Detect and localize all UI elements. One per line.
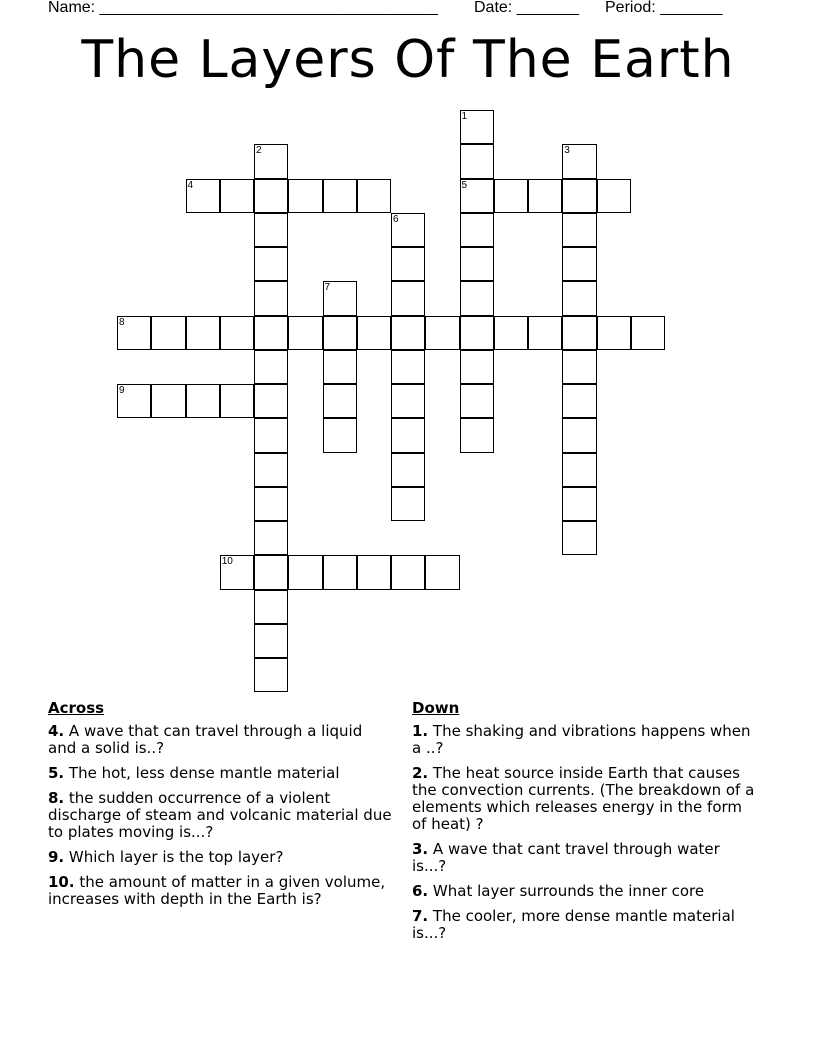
crossword-cell[interactable] <box>562 281 596 315</box>
crossword-cell[interactable] <box>391 213 425 247</box>
crossword-cell[interactable] <box>562 213 596 247</box>
clue-number: 1 <box>461 111 468 122</box>
crossword-cell[interactable] <box>254 658 288 692</box>
across-clues <box>48 700 393 916</box>
across-clue: 5. The hot, less dense mantle material <box>48 764 340 782</box>
crossword-cell[interactable] <box>254 487 288 521</box>
crossword-cell[interactable] <box>597 179 631 213</box>
crossword-cell[interactable] <box>460 350 494 384</box>
crossword-cell[interactable] <box>323 350 357 384</box>
clue-number: 3 <box>564 145 570 157</box>
crossword-cell[interactable] <box>323 179 357 213</box>
crossword-cell[interactable] <box>494 316 528 350</box>
down-clue: 2. The heat source inside Earth that causes the convection currents. (The breakdown of a elements which releases energy in the form of heat) ? <box>412 764 755 833</box>
crossword-cell[interactable] <box>562 179 596 213</box>
clue-number: 2 <box>256 145 262 157</box>
crossword-cell[interactable] <box>323 316 357 350</box>
crossword-cell[interactable] <box>562 247 596 281</box>
crossword-cell[interactable] <box>562 144 596 178</box>
down-clue: 7. The cooler, more dense mantle material is...? <box>412 907 735 942</box>
crossword-cell[interactable] <box>323 281 357 315</box>
crossword-cell[interactable] <box>562 453 596 487</box>
page-title: The Layers Of The Earth <box>81 30 735 90</box>
crossword-cell[interactable] <box>254 624 288 658</box>
crossword-cell[interactable] <box>460 179 494 213</box>
crossword-cell[interactable] <box>151 316 185 350</box>
crossword-cell[interactable] <box>254 384 288 418</box>
crossword-cell[interactable] <box>254 316 288 350</box>
crossword-cell[interactable] <box>254 418 288 452</box>
crossword-cell[interactable] <box>528 316 562 350</box>
crossword-cell[interactable] <box>391 418 425 452</box>
crossword-cell[interactable] <box>254 247 288 281</box>
down-clue: 6. What layer surrounds the inner core <box>412 882 705 900</box>
crossword-cell[interactable] <box>460 384 494 418</box>
crossword-cell[interactable] <box>357 179 391 213</box>
crossword-cell[interactable] <box>357 316 391 350</box>
crossword-cell[interactable] <box>254 281 288 315</box>
crossword-cell[interactable] <box>391 453 425 487</box>
crossword-cell[interactable] <box>562 316 596 350</box>
crossword-cell[interactable] <box>117 316 151 350</box>
across-clue: 10. the amount of matter in a given volume, increases with depth in the Earth is? <box>48 873 386 908</box>
crossword-cell[interactable] <box>323 555 357 589</box>
across-heading: Across <box>48 699 105 717</box>
crossword-cell[interactable] <box>562 350 596 384</box>
period-field[interactable]: Period: _______ <box>605 0 723 16</box>
down-clue: 3. A wave that cant travel through water is...? <box>412 840 720 875</box>
crossword-cell[interactable] <box>254 144 288 178</box>
crossword-cell[interactable] <box>391 555 425 589</box>
clue-number: 9 <box>119 385 125 396</box>
crossword-cell[interactable] <box>562 521 596 555</box>
crossword-cell[interactable] <box>562 384 596 418</box>
clue-number: 6 <box>393 213 399 225</box>
crossword-cell[interactable] <box>597 316 631 350</box>
crossword-cell[interactable] <box>288 316 322 350</box>
crossword-cell[interactable] <box>631 316 665 350</box>
crossword-cell[interactable] <box>460 316 494 350</box>
date-field[interactable]: Date: _______ <box>474 0 579 16</box>
crossword-cell[interactable] <box>254 213 288 247</box>
crossword-cell[interactable] <box>186 316 220 350</box>
crossword-cell[interactable] <box>254 453 288 487</box>
crossword-cell[interactable] <box>460 247 494 281</box>
crossword-cell[interactable] <box>323 418 357 452</box>
clue-number: 4 <box>187 179 194 191</box>
crossword-cell[interactable] <box>288 179 322 213</box>
crossword-cell[interactable] <box>220 179 254 213</box>
crossword-cell[interactable] <box>425 316 459 350</box>
down-clues <box>412 700 757 950</box>
crossword-cell[interactable] <box>220 316 254 350</box>
crossword-cell[interactable] <box>254 590 288 624</box>
crossword-cell[interactable] <box>117 384 151 418</box>
crossword-cell[interactable] <box>391 316 425 350</box>
crossword-cell[interactable] <box>391 247 425 281</box>
crossword-cell[interactable] <box>562 487 596 521</box>
crossword-cell[interactable] <box>425 555 459 589</box>
clue-number: 5 <box>461 179 468 191</box>
across-clue: 8. the sudden occurrence of a violent discharge of steam and volcanic material due to plates moving is...? <box>48 789 392 841</box>
crossword-cell[interactable] <box>460 144 494 178</box>
crossword-cell[interactable] <box>254 521 288 555</box>
crossword-cell[interactable] <box>391 281 425 315</box>
clue-number: 7 <box>324 282 331 294</box>
down-heading: Down <box>412 699 460 717</box>
crossword-cell[interactable] <box>391 384 425 418</box>
down-clue: 1. The shaking and vibrations happens when a ..? <box>412 722 751 757</box>
name-field[interactable]: Name: ______________________________________ <box>48 0 438 16</box>
crossword-cell[interactable] <box>254 555 288 589</box>
crossword-cell[interactable] <box>288 555 322 589</box>
crossword-cell[interactable] <box>494 179 528 213</box>
crossword-cell[interactable] <box>254 350 288 384</box>
crossword-cell[interactable] <box>562 418 596 452</box>
crossword-cell[interactable] <box>323 384 357 418</box>
crossword-cell[interactable] <box>357 555 391 589</box>
crossword-cell[interactable] <box>151 384 185 418</box>
crossword-cell[interactable] <box>460 281 494 315</box>
crossword-cell[interactable] <box>460 213 494 247</box>
clue-number: 10 <box>221 556 233 568</box>
crossword-cell[interactable] <box>460 418 494 452</box>
clue-number: 8 <box>119 316 125 328</box>
crossword-cell[interactable] <box>254 179 288 213</box>
crossword-cell[interactable] <box>220 555 254 589</box>
crossword-cell[interactable] <box>186 384 220 418</box>
crossword-cell[interactable] <box>460 110 494 144</box>
crossword-cell[interactable] <box>391 487 425 521</box>
crossword-cell[interactable] <box>391 350 425 384</box>
across-clue: 4. A wave that can travel through a liquid and a solid is..? <box>48 722 363 757</box>
crossword-cell[interactable] <box>528 179 562 213</box>
crossword-cell[interactable] <box>186 179 220 213</box>
crossword-cell[interactable] <box>220 384 254 418</box>
across-clue: 9. Which layer is the top layer? <box>48 848 284 866</box>
